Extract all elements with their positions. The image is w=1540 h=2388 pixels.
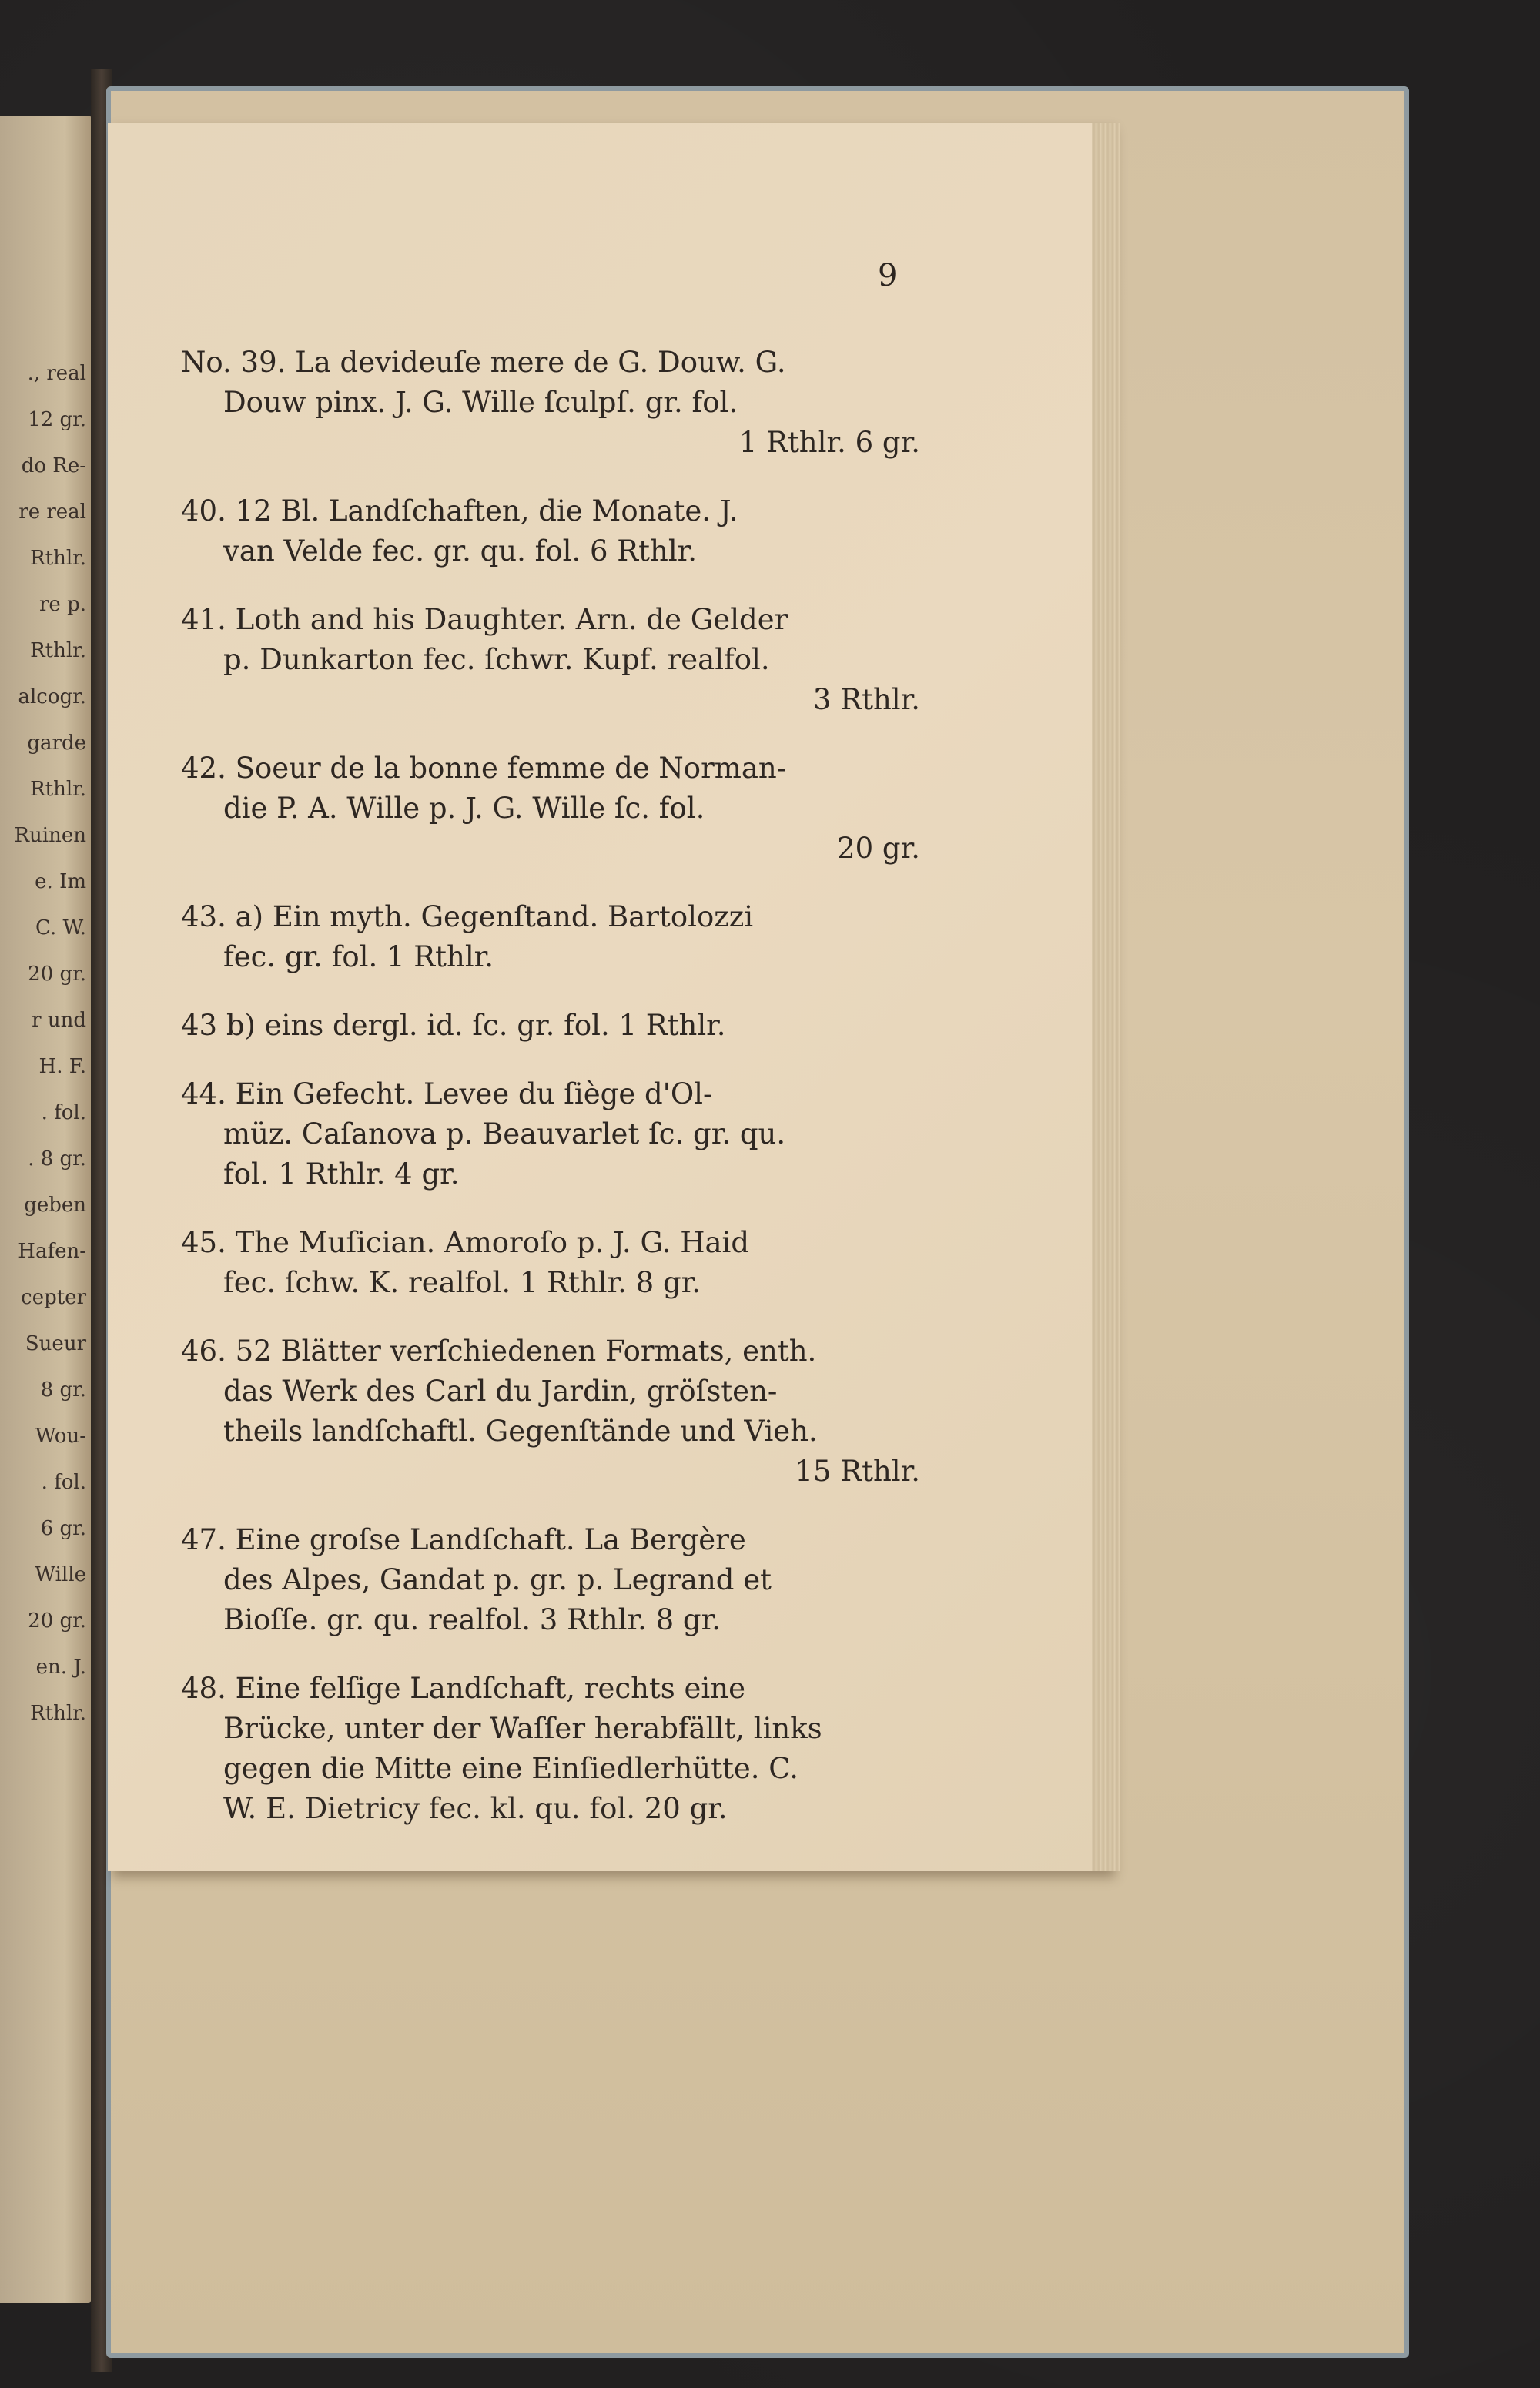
left-page-fragment: C. W. <box>35 916 86 939</box>
catalog-entry <box>181 1331 920 1492</box>
left-page-fragment: do Re- <box>21 454 86 477</box>
entry-line: theils landſchaftl. Gegenſtände und Vieh. <box>223 1415 818 1448</box>
entry-line: Bioſſe. gr. qu. realfol. 3 Rthlr. 8 gr. <box>223 1603 721 1636</box>
entry-line: 43 b) eins dergl. id. ſc. gr. fol. 1 Rthlr. <box>181 1009 726 1042</box>
entry-line: 41. Loth and his Daughter. Arn. de Gelder <box>181 603 788 636</box>
catalog-entry <box>181 749 920 869</box>
entry-line: 46. 52 Blätter verſchiedenen Formats, enth. <box>181 1335 817 1368</box>
left-page-fragment: e. Im <box>35 870 86 893</box>
left-page-fragment: Rthlr. <box>30 639 86 662</box>
catalog-entry <box>181 491 920 571</box>
catalog-entry <box>181 897 920 977</box>
entry-line: gegen die Mitte eine Einſiedlerhütte. C. <box>223 1752 799 1785</box>
catalog-entry <box>181 1223 920 1303</box>
left-page-fragment: re real <box>18 501 86 524</box>
entry-line: 45. The Muſician. Amoroſo p. J. G. Haid <box>181 1226 750 1259</box>
left-page-fragment: . fol. <box>41 1471 86 1494</box>
left-page-fragment: Ruinen <box>14 824 86 847</box>
catalog-entry <box>181 1074 920 1194</box>
left-page-fragment: re p. <box>39 593 86 616</box>
entry-line: fec. ſchw. K. realfol. 1 Rthlr. 8 gr. <box>223 1266 701 1299</box>
left-page-fragment: Sueur <box>25 1332 86 1355</box>
entry-line: 1 Rthlr. 6 gr. <box>738 426 920 459</box>
left-page-edge <box>0 116 92 2303</box>
entry-line: die P. A. Wille p. J. G. Wille ſc. fol. <box>223 792 705 825</box>
entry-line: Brücke, unter der Waſſer herabfällt, links <box>223 1712 822 1745</box>
catalog-entry <box>181 1520 920 1640</box>
entry-line: 43. a) Ein myth. Gegenſtand. Bartolozzi <box>181 900 754 933</box>
left-page-fragment: garde <box>27 732 86 755</box>
left-page-fragment: . fol. <box>41 1101 86 1124</box>
entry-line: No. 39. La devideuſe mere de G. Douw. G. <box>181 346 786 379</box>
entry-line: müz. Caſanova p. Beauvarlet ſc. gr. qu. <box>223 1117 786 1150</box>
left-page-fragment: 20 gr. <box>28 1609 86 1633</box>
entry-line: 44. Ein Gefecht. Levee du ſiège d'Ol- <box>181 1077 713 1110</box>
page-stack-edge <box>1092 123 1120 1871</box>
left-page-fragment: Rthlr. <box>30 1702 86 1725</box>
left-page-fragment: 20 gr. <box>28 963 86 986</box>
catalog-entry <box>181 1669 920 1829</box>
page-number: 9 <box>878 258 898 293</box>
catalog-entry <box>181 343 920 463</box>
entry-line: 40. 12 Bl. Landſchaften, die Monate. J. <box>181 494 738 528</box>
left-page-fragment: Wille <box>35 1563 86 1586</box>
entry-line: 47. Eine groſse Landſchaft. La Bergère <box>181 1523 746 1556</box>
entry-line: fol. 1 Rthlr. 4 gr. <box>223 1157 460 1191</box>
left-page-fragment: Hafen- <box>18 1240 86 1263</box>
entry-line: 3 Rthlr. <box>812 683 920 716</box>
entry-line: p. Dunkarton fec. ſchwr. Kupf. realfol. <box>223 643 770 676</box>
left-page-fragment: Rthlr. <box>30 778 86 801</box>
left-page-fragment: H. F. <box>38 1055 86 1078</box>
left-page-fragment: ., real <box>27 362 86 385</box>
left-page-fragment: geben <box>24 1194 86 1217</box>
left-page-fragment: alcogr. <box>18 685 86 708</box>
entry-line: van Velde fec. gr. qu. fol. 6 Rthlr. <box>223 534 698 568</box>
left-page-fragment: 12 gr. <box>28 408 86 431</box>
entry-line: W. E. Dietricy fec. kl. qu. fol. 20 gr. <box>223 1792 728 1825</box>
left-page-fragment: en. J. <box>35 1656 86 1679</box>
left-page-fragment: 6 gr. <box>40 1517 86 1540</box>
left-page-fragment: cepter <box>21 1286 86 1309</box>
left-page-fragment: 8 gr. <box>40 1378 86 1402</box>
left-page-fragment: Wou- <box>35 1425 86 1448</box>
entry-line: 20 gr. <box>837 832 920 865</box>
entry-line: fec. gr. fol. 1 Rthlr. <box>223 940 494 973</box>
catalog-entries <box>181 343 920 1857</box>
entry-line: 15 Rthlr. <box>795 1455 920 1488</box>
catalog-entry <box>181 600 920 720</box>
entry-line: Douw pinx. J. G. Wille ſculpſ. gr. fol. <box>223 386 738 419</box>
left-page-fragment: . 8 gr. <box>28 1147 86 1171</box>
left-page-fragment: Rthlr. <box>30 547 86 570</box>
left-page-fragment: r und <box>32 1009 86 1032</box>
catalog-entry <box>181 1006 920 1046</box>
entry-line: 48. Eine felſige Landſchaft, rechts eine <box>181 1672 745 1705</box>
entry-line: des Alpes, Gandat p. gr. p. Legrand et <box>223 1563 772 1596</box>
entry-line: 42. Soeur de la bonne femme de Norman- <box>181 752 787 785</box>
entry-line: das Werk des Carl du Jardin, gröſsten- <box>223 1375 778 1408</box>
